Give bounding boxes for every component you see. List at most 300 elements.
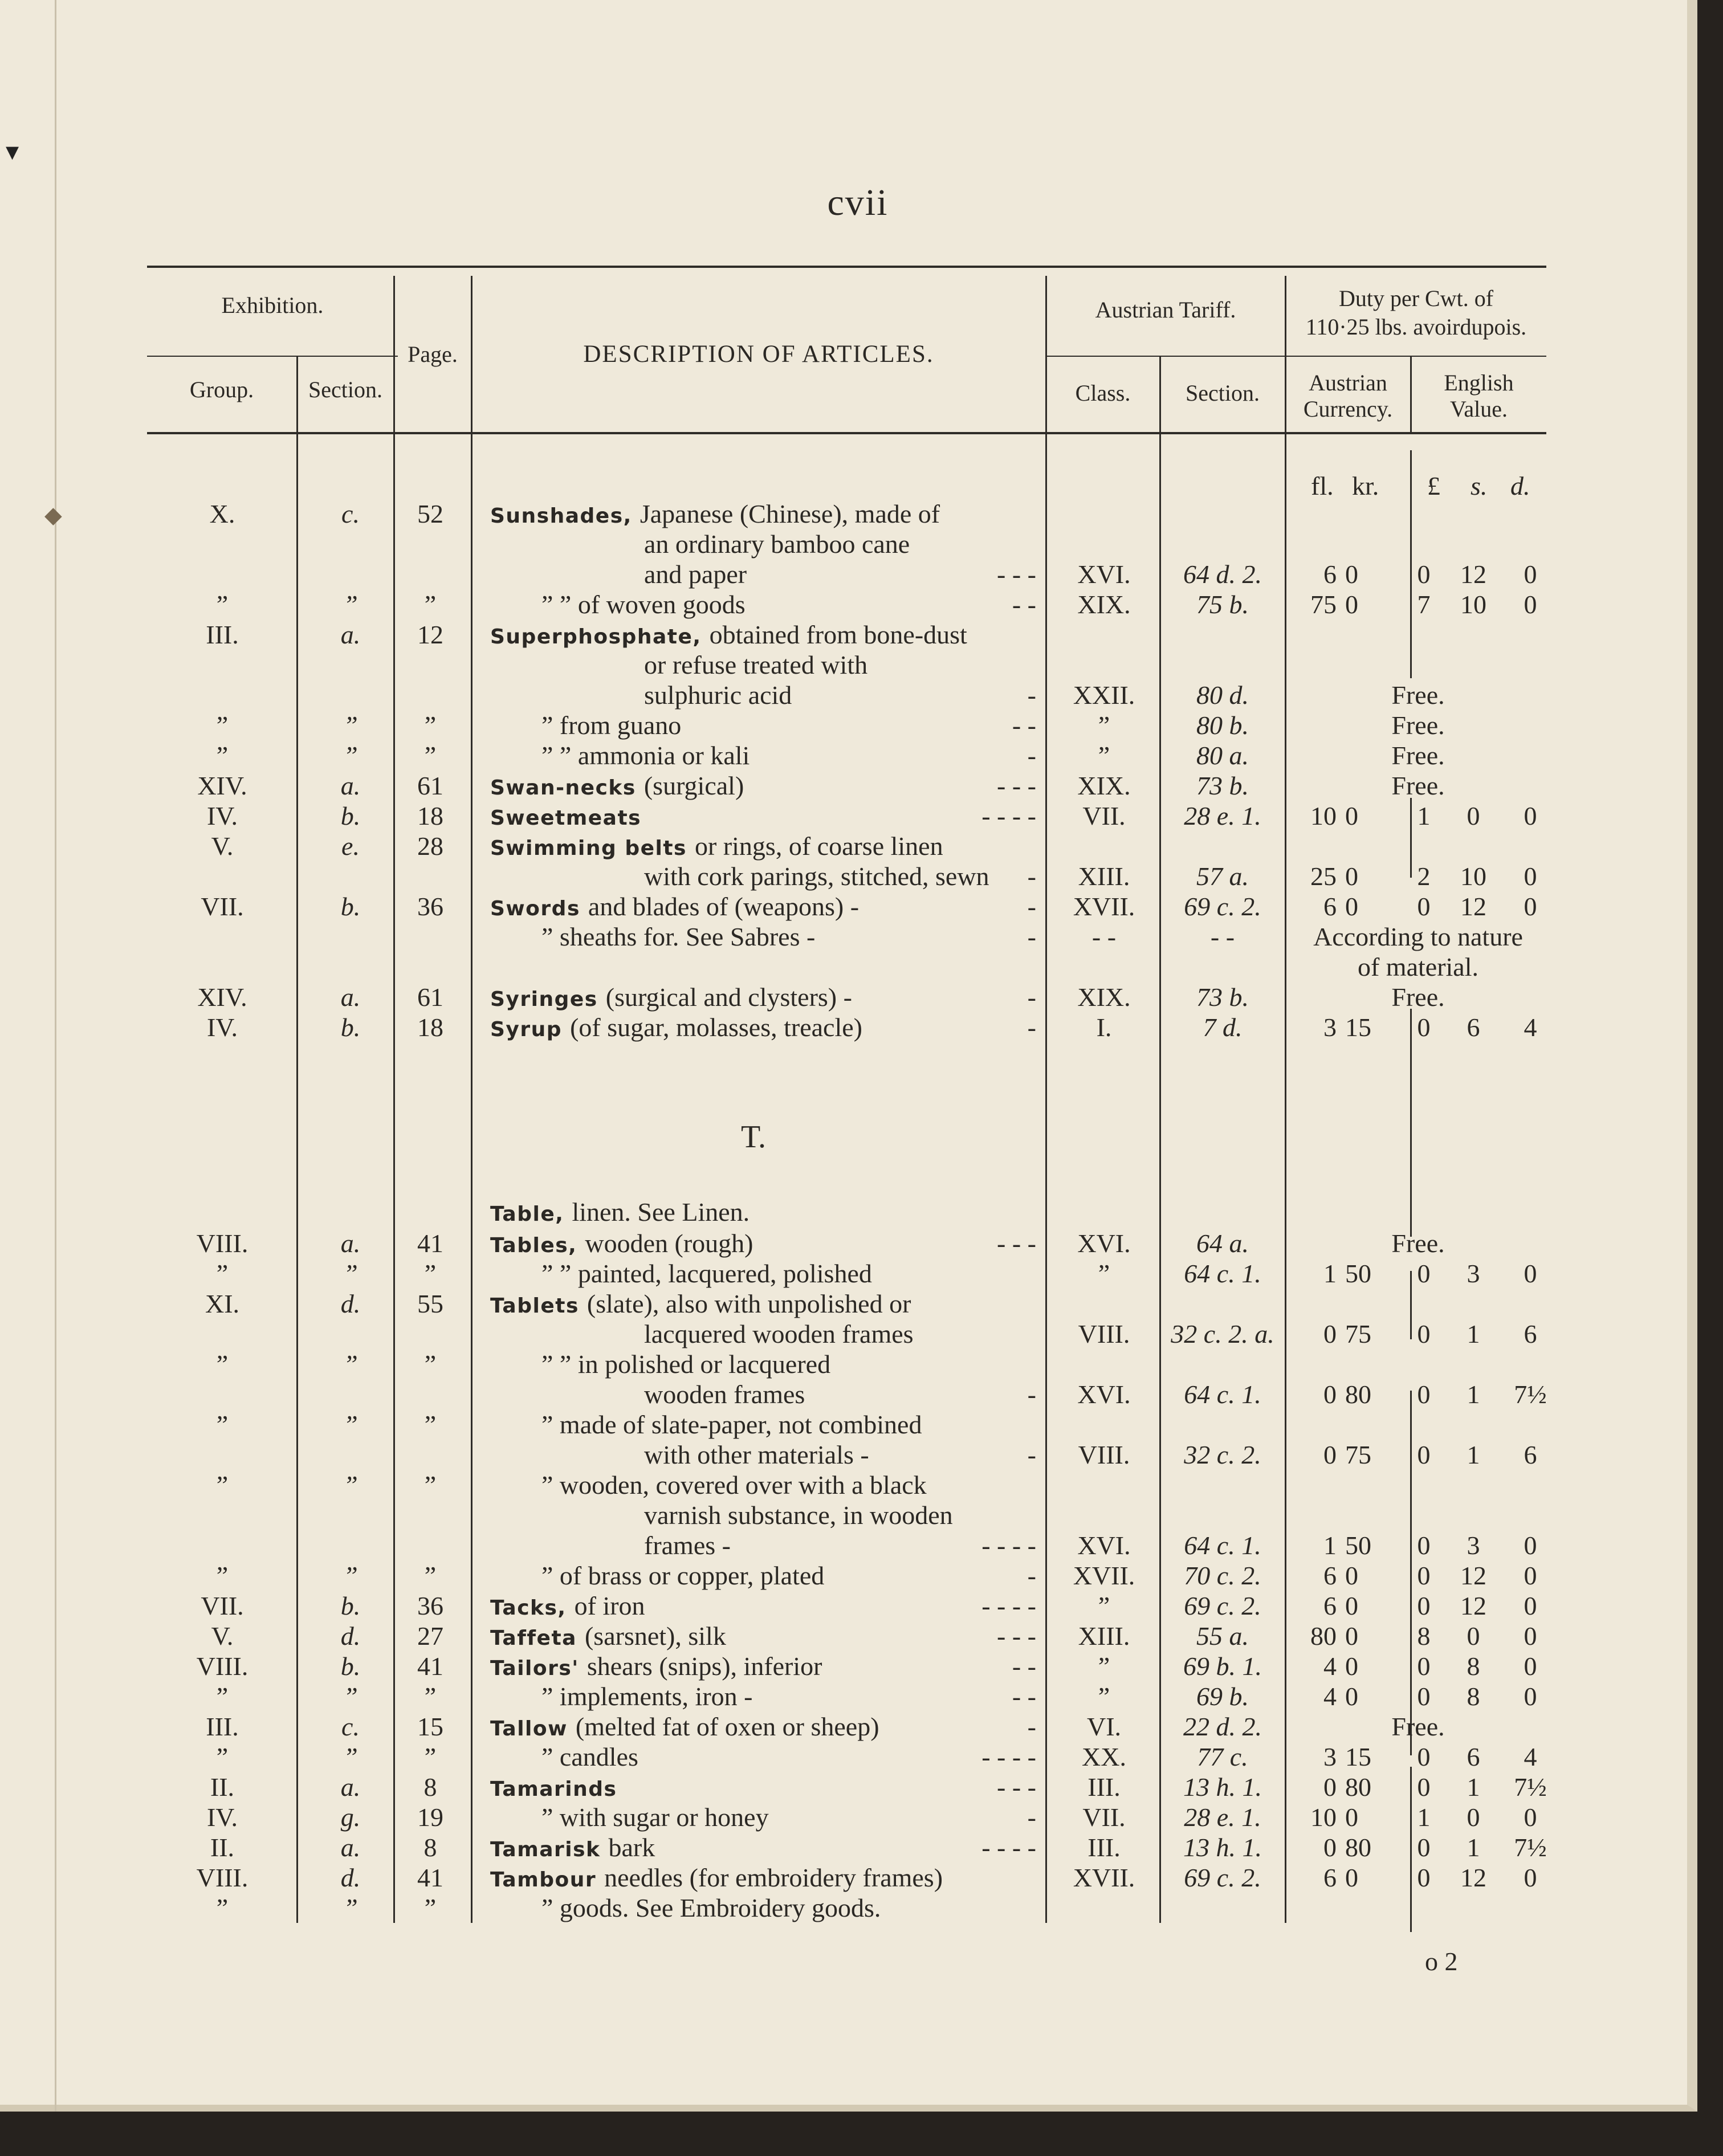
row-page: ”: [424, 1259, 437, 1288]
row-page: 41: [417, 1229, 443, 1258]
row-description-text: an ordinary bamboo cane: [644, 529, 910, 559]
row-kreuzer: 0: [1345, 1621, 1358, 1650]
header-description: DESCRIPTION OF ARTICLES.: [583, 341, 934, 368]
row-group: ”: [216, 1742, 229, 1771]
row-section: ”: [343, 1470, 358, 1499]
row-kreuzer: 0: [1345, 1561, 1358, 1590]
row-page: ”: [424, 1893, 437, 1922]
row-description: [490, 861, 1042, 892]
row-leader-dashes: -: [1027, 1561, 1036, 1590]
row-tariff-class: ”: [1098, 711, 1110, 740]
row-pence: 0: [1524, 1259, 1537, 1288]
row-pounds: 0: [1417, 1652, 1431, 1681]
row-section: b.: [340, 1013, 361, 1042]
row-description-text: and paper: [644, 560, 747, 589]
row-description-text: ” ” painted, lacquered, polished: [541, 1259, 872, 1288]
header-english-value-2: Value.: [1449, 396, 1508, 422]
row-tariff-class: VIII.: [1078, 1440, 1130, 1469]
row-pence: 0: [1524, 1591, 1537, 1620]
row-tariff-section: 64 a.: [1196, 1229, 1249, 1258]
header-duty-line2: 110·25 lbs. avoirdupois.: [1305, 314, 1527, 340]
row-leader-dashes: - -: [1012, 1652, 1036, 1681]
row-kreuzer: 0: [1345, 1652, 1358, 1681]
row-pounds: 0: [1417, 1682, 1431, 1711]
section-letter: T.: [741, 1119, 767, 1155]
row-group: ”: [216, 1470, 229, 1499]
row-leader-dashes: -: [1027, 922, 1036, 951]
row-kreuzer: 0: [1345, 590, 1358, 619]
row-group: ”: [216, 1259, 229, 1288]
row-kreuzer: 0: [1345, 1591, 1358, 1620]
row-kreuzer: 80: [1345, 1833, 1371, 1862]
row-shillings: 6: [1467, 1013, 1480, 1042]
row-tariff-section: 28 e. 1.: [1184, 801, 1261, 830]
row-description: [490, 650, 1042, 680]
row-description-text: (slate), also with unpolished or: [586, 1289, 911, 1318]
row-description: [490, 1349, 1042, 1380]
row-kreuzer: 0: [1345, 801, 1358, 830]
row-description: [490, 1470, 1042, 1501]
row-headword: Tallow: [490, 1717, 576, 1741]
row-tariff-class: XIX.: [1077, 983, 1131, 1012]
row-description: [490, 499, 1042, 532]
row-kreuzer: 75: [1345, 1319, 1371, 1348]
row-tariff-section: 13 h. 1.: [1183, 1833, 1262, 1862]
row-shillings: 8: [1467, 1682, 1480, 1711]
row-description: [490, 559, 1042, 590]
row-description-text: shears (snips), inferior: [586, 1652, 822, 1681]
row-kreuzer: 0: [1345, 862, 1358, 891]
side-mark-arrow: ▾: [6, 137, 19, 166]
row-group: XIV.: [197, 983, 247, 1012]
row-tariff-class: XIX.: [1077, 771, 1131, 800]
row-description: [490, 680, 1042, 711]
row-kreuzer: 0: [1345, 1863, 1358, 1892]
row-florins: 25: [1310, 862, 1337, 891]
header-exhibition: Exhibition.: [221, 292, 324, 318]
row-tariff-class: ”: [1098, 1259, 1110, 1288]
row-description: [490, 771, 1042, 804]
row-page: 18: [417, 1013, 443, 1042]
row-shillings: 6: [1467, 1742, 1480, 1771]
row-headword: Tacks,: [490, 1596, 575, 1620]
row-description: [490, 922, 1042, 952]
row-description-text: ” with sugar or honey: [541, 1803, 769, 1832]
row-kreuzer: 75: [1345, 1440, 1371, 1469]
row-section: ”: [343, 1742, 358, 1771]
row-group: ”: [216, 1561, 229, 1590]
row-tariff-class: XIII.: [1078, 862, 1130, 891]
row-tariff-section: 64 c. 1.: [1184, 1380, 1261, 1409]
row-description-text: ” ” ammonia or kali: [541, 741, 750, 770]
tariff-split-rule: [1046, 356, 1286, 357]
row-description: [490, 1012, 1042, 1045]
row-description: [490, 801, 1042, 834]
row-kreuzer: 0: [1345, 1682, 1358, 1711]
row-florins: 0: [1323, 1380, 1337, 1409]
row-pence: 7½: [1514, 1772, 1547, 1802]
row-description-text: ” made of slate-paper, not combined: [541, 1410, 922, 1439]
row-pence: 0: [1524, 801, 1537, 830]
row-description-text: sulphuric acid: [644, 680, 792, 710]
row-florins: 75: [1310, 590, 1337, 619]
row-leader-dashes: - - -: [997, 560, 1036, 589]
row-tariff-class: XVII.: [1073, 1561, 1135, 1590]
row-pence: 0: [1524, 1652, 1537, 1681]
header-austrian-currency-1: Austrian: [1309, 370, 1387, 396]
row-florins: 6: [1323, 1863, 1337, 1892]
row-section: ”: [343, 711, 358, 740]
row-group: VII.: [201, 1591, 244, 1620]
row-leader-dashes: -: [1027, 680, 1036, 710]
row-headword: Tables,: [490, 1234, 585, 1257]
header-group: Group.: [189, 377, 254, 402]
row-florins: 10: [1310, 1803, 1337, 1832]
row-shillings: 1: [1467, 1772, 1480, 1802]
row-section: ”: [343, 590, 358, 619]
row-pounds: 0: [1417, 1013, 1431, 1042]
row-group: V.: [211, 1621, 234, 1650]
row-tariff-class: XVII.: [1073, 1863, 1135, 1892]
row-tariff-class: ”: [1098, 1682, 1110, 1711]
row-group: IV.: [206, 1803, 238, 1832]
row-shillings: 12: [1460, 1863, 1486, 1892]
row-duty-note: Free.: [1391, 771, 1445, 800]
page-number: cvii: [827, 182, 889, 223]
row-section: a.: [340, 1833, 361, 1862]
row-pence: 0: [1524, 590, 1537, 619]
row-page: ”: [424, 1682, 437, 1711]
row-page: 36: [417, 1591, 443, 1620]
row-florins: 0: [1323, 1440, 1337, 1469]
row-group: VII.: [201, 892, 244, 921]
row-group: VIII.: [196, 1652, 249, 1681]
row-section: ”: [343, 1893, 358, 1922]
row-tariff-class: VII.: [1082, 801, 1126, 830]
row-page: 8: [423, 1833, 437, 1862]
row-pence: 0: [1524, 1803, 1537, 1832]
row-shillings: 1: [1467, 1319, 1480, 1348]
row-duty-note: Free.: [1391, 680, 1445, 710]
exhibition-split-rule: [147, 356, 398, 357]
row-section: d.: [340, 1863, 361, 1892]
row-tariff-section: 69 c. 2.: [1184, 892, 1261, 921]
row-tariff-section: 77 c.: [1197, 1742, 1248, 1771]
row-leader-dashes: -: [1027, 1440, 1036, 1469]
row-section: a.: [340, 1229, 361, 1258]
row-florins: 6: [1323, 560, 1337, 589]
row-description: [490, 1621, 1042, 1654]
row-description-text: (sarsnet), silk: [584, 1621, 726, 1650]
row-description-text: or rings, of coarse linen: [695, 832, 943, 861]
row-description-text: lacquered wooden frames: [644, 1319, 914, 1348]
row-pence: 0: [1524, 1531, 1537, 1560]
row-tariff-section: 57 a.: [1196, 862, 1249, 891]
row-headword: Superphosphate,: [490, 625, 710, 649]
row-leader-dashes: - - -: [997, 1229, 1036, 1258]
row-pounds: 0: [1417, 1440, 1431, 1469]
row-section: b.: [340, 892, 361, 921]
row-pence: 6: [1524, 1319, 1537, 1348]
row-headword: Tablets: [490, 1294, 587, 1318]
header-austrian-tariff: Austrian Tariff.: [1095, 297, 1236, 323]
row-tariff-class: XVI.: [1077, 1229, 1131, 1258]
table-top-rule: [147, 266, 1546, 268]
row-page: ”: [424, 1470, 437, 1499]
row-section: c.: [341, 1712, 360, 1741]
row-pounds: 0: [1417, 1863, 1431, 1892]
row-pence: 6: [1524, 1440, 1537, 1469]
row-page: 15: [417, 1712, 443, 1741]
row-leader-dashes: -: [1027, 892, 1036, 921]
row-description: [490, 620, 1042, 653]
row-tariff-class: XX.: [1082, 1742, 1126, 1771]
row-kreuzer: 15: [1345, 1742, 1371, 1771]
row-duty-note: Free.: [1391, 983, 1445, 1012]
row-headword: Tamarinds: [490, 1778, 617, 1801]
row-description-text: bark: [608, 1833, 655, 1862]
row-pounds: 0: [1417, 1531, 1431, 1560]
row-group: ”: [216, 1682, 229, 1711]
row-tariff-class: VII.: [1082, 1803, 1126, 1832]
row-leader-dashes: -: [1027, 1013, 1036, 1042]
row-tariff-class: ”: [1098, 741, 1110, 770]
header-duty-line1: Duty per Cwt. of: [1338, 286, 1494, 311]
row-page: ”: [424, 711, 437, 740]
row-pounds: 0: [1417, 560, 1431, 589]
row-section: b.: [340, 1652, 361, 1681]
row-page: 52: [417, 499, 443, 528]
row-shillings: 12: [1460, 1561, 1486, 1590]
row-tariff-section: 80 d.: [1196, 680, 1249, 710]
col-divider-page: [471, 276, 472, 1923]
row-section: c.: [341, 499, 360, 528]
header-english-value-1: English: [1444, 370, 1514, 396]
row-section: d.: [340, 1289, 361, 1318]
row-description: [490, 1440, 1042, 1470]
row-tariff-section: 7 d.: [1203, 1013, 1243, 1042]
row-description-text: varnish substance, in wooden: [644, 1501, 953, 1530]
row-tariff-section: 64 d. 2.: [1183, 560, 1262, 589]
row-pounds: 8: [1417, 1621, 1431, 1650]
row-page: ”: [424, 1561, 437, 1590]
row-tariff-section: 69 c. 2.: [1184, 1863, 1261, 1892]
row-tariff-section: - -: [1210, 922, 1235, 951]
row-headword: Taffeta: [490, 1627, 585, 1650]
page-signature: o 2: [1425, 1947, 1458, 1976]
row-page: 18: [417, 801, 443, 830]
row-page: 28: [417, 832, 443, 861]
row-tariff-class: III.: [1087, 1833, 1121, 1862]
row-tariff-class: VIII.: [1078, 1319, 1130, 1348]
row-section: ”: [343, 1561, 358, 1590]
row-headword: Tailors': [490, 1657, 587, 1680]
row-page: 8: [423, 1772, 437, 1802]
row-tariff-section: 70 c. 2.: [1184, 1561, 1261, 1590]
row-group: X.: [209, 499, 235, 528]
row-description-text: ” ” in polished or lacquered: [541, 1350, 831, 1379]
row-headword: Tamarisk: [490, 1838, 609, 1861]
row-kreuzer: 50: [1345, 1531, 1371, 1560]
row-page: 19: [417, 1803, 443, 1832]
row-group: XI.: [205, 1289, 240, 1318]
row-section: a.: [340, 620, 361, 649]
row-shillings: 12: [1460, 892, 1486, 921]
row-pence: 0: [1524, 892, 1537, 921]
row-leader-dashes: -: [1027, 983, 1036, 1012]
row-group: V.: [211, 832, 234, 861]
unit-shilling: s.: [1471, 471, 1488, 500]
row-page: ”: [424, 741, 437, 770]
row-pounds: 1: [1417, 1803, 1431, 1832]
row-description: [490, 1832, 1042, 1865]
row-florins: 10: [1310, 801, 1337, 830]
row-description-text: and blades of (weapons) -: [588, 892, 860, 921]
row-description-text: Japanese (Chinese), made of: [639, 499, 940, 528]
row-section: ”: [343, 1259, 358, 1288]
row-headword: Tambour: [490, 1868, 605, 1892]
row-tariff-section: 69 b. 1.: [1183, 1652, 1262, 1681]
row-shillings: 3: [1467, 1259, 1480, 1288]
row-tariff-section: 73 b.: [1196, 771, 1249, 800]
row-florins: 6: [1323, 1561, 1337, 1590]
row-pence: 0: [1524, 1621, 1537, 1650]
row-leader-dashes: -: [1027, 1380, 1036, 1409]
row-pounds: 0: [1417, 1833, 1431, 1862]
row-tariff-section: 64 c. 1.: [1184, 1259, 1261, 1288]
row-group: VIII.: [196, 1863, 249, 1892]
row-description-text: (surgical and clysters) -: [605, 983, 852, 1012]
header-section: Section.: [308, 377, 382, 402]
row-description: [490, 1409, 1042, 1440]
row-tariff-class: ”: [1098, 1591, 1110, 1620]
row-headword: Syrup: [490, 1018, 571, 1041]
row-group: ”: [216, 741, 229, 770]
row-description-text: needles (for embroidery frames): [604, 1863, 943, 1892]
row-pounds: 0: [1417, 1561, 1431, 1590]
row-tariff-section: 75 b.: [1196, 590, 1249, 619]
header-tariff-section: Section.: [1186, 380, 1260, 406]
row-tariff-class: XVI.: [1077, 1531, 1131, 1560]
row-leader-dashes: - - -: [997, 1772, 1036, 1802]
row-pounds: 0: [1417, 1772, 1431, 1802]
row-kreuzer: 0: [1345, 1803, 1358, 1832]
row-description-text: ” of brass or copper, plated: [541, 1561, 825, 1590]
row-page: ”: [424, 1410, 437, 1439]
row-description: [490, 1772, 1042, 1805]
row-florins: 4: [1323, 1682, 1337, 1711]
row-pence: 4: [1524, 1013, 1537, 1042]
row-description: [490, 710, 1042, 741]
unit-pound: £: [1427, 471, 1440, 500]
row-pounds: 7: [1417, 590, 1431, 619]
row-page: 61: [417, 983, 443, 1012]
row-shillings: 0: [1467, 801, 1480, 830]
row-tariff-class: XVI.: [1077, 1380, 1131, 1409]
row-description: [490, 1258, 1042, 1289]
row-duty-note: Free.: [1391, 711, 1445, 740]
row-kreuzer: 80: [1345, 1380, 1371, 1409]
row-description: [490, 982, 1042, 1015]
row-tariff-class: XXII.: [1073, 680, 1135, 710]
row-leader-dashes: - - -: [997, 1621, 1036, 1650]
row-description-text: ” goods. See Embroidery goods.: [541, 1893, 881, 1922]
duty-split-rule: [1286, 356, 1546, 357]
row-description-text: (of sugar, molasses, treacle): [570, 1013, 862, 1042]
row-tariff-section: 28 e. 1.: [1184, 1803, 1261, 1832]
row-shillings: 1: [1467, 1440, 1480, 1469]
row-description-text: ” sheaths for. See Sabres -: [541, 922, 816, 951]
row-description-text: ” from guano: [541, 711, 682, 740]
side-mark-diamond: ◆: [44, 502, 62, 528]
row-section: ”: [343, 1682, 358, 1711]
row-florins: 3: [1323, 1742, 1337, 1771]
row-shillings: 0: [1467, 1621, 1480, 1650]
row-leader-dashes: - -: [1012, 590, 1036, 619]
row-tariff-section: 22 d. 2.: [1183, 1712, 1262, 1741]
row-group: IV.: [206, 801, 238, 830]
row-shillings: 12: [1460, 1591, 1486, 1620]
row-page: 61: [417, 771, 443, 800]
row-group: ”: [216, 1893, 229, 1922]
row-florins: 0: [1323, 1319, 1337, 1348]
row-pounds: 0: [1417, 1259, 1431, 1288]
row-group: II.: [210, 1772, 235, 1802]
row-headword: Swords: [490, 897, 588, 920]
row-page: ”: [424, 590, 437, 619]
header-page: Page.: [408, 341, 458, 367]
row-page: 36: [417, 892, 443, 921]
unit-pence: d.: [1510, 471, 1530, 500]
row-section: ”: [343, 1350, 358, 1379]
row-description-text: linen. See Linen.: [572, 1197, 750, 1226]
row-pence: 0: [1524, 1682, 1537, 1711]
row-pounds: 0: [1417, 1591, 1431, 1620]
row-pounds: 0: [1417, 1380, 1431, 1409]
row-kreuzer: 80: [1345, 1772, 1371, 1802]
row-leader-dashes: - - - -: [981, 1591, 1036, 1620]
row-section: ”: [343, 741, 358, 770]
row-description-text: frames -: [644, 1531, 731, 1560]
row-florins: 4: [1323, 1652, 1337, 1681]
row-florins: 6: [1323, 892, 1337, 921]
row-pounds: 0: [1417, 892, 1431, 921]
row-florins: 1: [1323, 1259, 1337, 1288]
row-description: [490, 1289, 1042, 1322]
row-duty-note: Free.: [1391, 1712, 1445, 1741]
row-florins: 3: [1323, 1013, 1337, 1042]
row-section: a.: [340, 983, 361, 1012]
row-tariff-section: 13 h. 1.: [1183, 1772, 1262, 1802]
row-section: b.: [340, 1591, 361, 1620]
row-pence: 4: [1524, 1742, 1537, 1771]
row-pounds: 0: [1417, 1742, 1431, 1771]
row-tariff-section: 80 a.: [1196, 741, 1249, 770]
header-class: Class.: [1075, 380, 1131, 406]
row-duty-note: Free.: [1391, 1229, 1445, 1258]
row-description-text: wooden (rough): [585, 1229, 753, 1258]
row-page: 27: [417, 1621, 443, 1650]
row-group: ”: [216, 711, 229, 740]
row-florins: 80: [1310, 1621, 1337, 1650]
row-shillings: 12: [1460, 560, 1486, 589]
row-headword: Syringes: [490, 988, 606, 1011]
row-group: III.: [206, 1712, 239, 1741]
row-group: III.: [206, 620, 239, 649]
row-pounds: 2: [1417, 862, 1431, 891]
row-kreuzer: 50: [1345, 1259, 1371, 1288]
page-edge-line: [55, 0, 56, 2112]
